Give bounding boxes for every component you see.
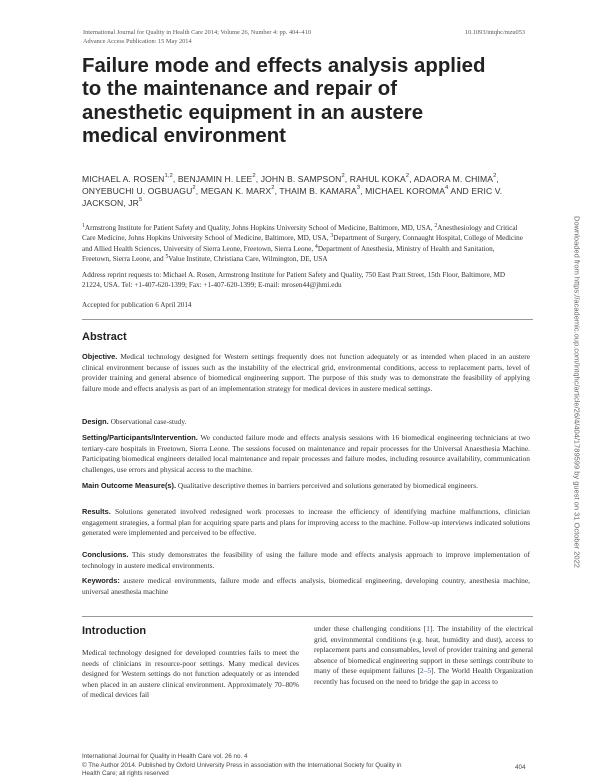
abstract-outcome — [82, 481, 530, 492]
author-separator: , — [255, 174, 261, 184]
author-name: MEGAN K. MARX — [200, 186, 272, 197]
intro-text: ]. The instability of the electrical grid, environmental conditions (e.g. heat, humidity and dust), access to replacement parts and consumables, level of provider training and general absence of biomedical engineering support in these settings contribute to many of these equipment failures [ — [314, 624, 533, 676]
author-affiliation-marker: 2 — [405, 173, 410, 179]
author-affiliation-marker: 3 — [356, 185, 361, 192]
keywords-label: Keywords: — [82, 576, 120, 585]
author-separator: , — [172, 174, 178, 184]
author-affiliation-marker: 2 — [493, 173, 497, 179]
author-name: JOHN B. SAMPSON — [260, 174, 342, 184]
abstract-setting — [82, 433, 530, 475]
affiliation-text: Armstrong Institute for Patient Safety and Quality, Johns Hopkins University School of Medicine, Baltimore, MD, USA, — [84, 224, 435, 232]
footer-copyright: © The Author 2014. Published by Oxford University Press in association with the International Society for Quality in Health Care; all rights reserved — [82, 761, 402, 778]
keywords-text: austere medical environments, failure mode and effects analysis, biomedical engineering, developing country, anesthesia machine, universal anesthesia machine — [82, 576, 530, 596]
intro-right-column — [314, 624, 533, 688]
author-separator: AND — [448, 186, 472, 197]
divider — [82, 319, 533, 320]
download-notice: Downloaded from https://academic.oup.com/intqhc/article/26/4/404/1789599 by guest on 31 October 2022 — [572, 216, 582, 568]
design-text: Observational case-study. — [110, 417, 187, 426]
affiliation-number: 1 — [82, 223, 85, 229]
outcome-label: Main Outcome Measure(s). — [82, 481, 177, 490]
abstract-objective — [82, 352, 530, 394]
abstract-results — [82, 507, 530, 539]
affiliation-text: Value Institute, Christiana Care, Wilmington, DE, USA — [168, 255, 328, 264]
results-label: Results. — [82, 507, 111, 516]
affiliation-number: 5 — [165, 254, 169, 261]
reprint-address: Address reprint requests to: Michael A. Rosen, Armstrong Institute for Patient Safety and Quality, 750 East Pratt Street, 15th Floor, Baltimore, MD 21224, USA. Tel: +1-407-620-1399; Fax: +1-407-620-1399; E-mail: mrosen44@jhmi.edu — [82, 271, 506, 290]
conclusions-label: Conclusions. — [82, 550, 129, 559]
citation-link[interactable]: 2–5 — [420, 666, 432, 676]
author-name: BENJAMIN H. LEE — [177, 174, 253, 184]
abstract-keywords — [82, 576, 530, 597]
intro-left-column: Medical technology designed for developed countries fails to meet the needs of clinicians in resource-poor settings. Many medical devices designed for Western settings do not function adequately or as intended when placed in an austere clinical environment. Approximately 70–80% of medical devices fail — [82, 648, 299, 700]
author-separator: , — [496, 174, 499, 184]
author-name: ADAORA M. CHIMA — [413, 174, 494, 184]
author-name: ERIC V. JACKSON, JR — [82, 186, 503, 209]
divider — [82, 616, 533, 617]
author-separator: , — [409, 174, 414, 184]
author-affiliation-marker: 1,2 — [164, 173, 173, 179]
author-affiliation-marker: 5 — [138, 197, 143, 204]
author-separator: , — [344, 174, 350, 184]
objective-label: Objective. — [82, 352, 118, 361]
author-list — [82, 173, 522, 210]
author-name: RAHUL KOKA — [349, 174, 406, 184]
author-name: ONYEBUCHI U. OGBUAGU — [82, 186, 193, 197]
author-affiliation-marker: 2 — [192, 185, 196, 192]
author-affiliation-marker: 2 — [341, 173, 345, 179]
author-name: THAIM B. KAMARA — [279, 186, 357, 197]
journal-header — [83, 29, 311, 46]
intro-text: ]. The World Health Organization recently has focused on the need to bridge the gap in access to — [314, 666, 533, 686]
affiliation-number: 3 — [330, 233, 334, 240]
author-name: MICHAEL A. ROSEN — [82, 174, 165, 184]
author-affiliation-marker: 2 — [271, 185, 275, 192]
design-label: Design. — [82, 417, 109, 426]
page-number: 404 — [515, 764, 526, 771]
article-title: Failure mode and effects analysis applied to the maintenance and repair of anesthetic equipment in an austere medical environment — [82, 55, 486, 148]
author-separator: , — [274, 186, 280, 197]
outcome-text: Qualitative descriptive themes in barriers perceived and solutions generated by biomedical engineers. — [177, 481, 478, 490]
setting-label: Setting/Participants/Intervention. — [82, 433, 198, 442]
affiliation-number: 2 — [434, 223, 438, 229]
accepted-date: Accepted for publication 6 April 2014 — [82, 301, 192, 309]
author-affiliation-marker: 4 — [445, 185, 449, 192]
author-affiliation-marker: 2 — [252, 173, 256, 179]
abstract-conclusions — [82, 550, 530, 571]
introduction-heading: Introduction — [82, 625, 147, 637]
footer-journal: International Journal for Quality in Health Care vol. 26 no. 4 — [82, 753, 248, 760]
affiliation-text: Department of Surgery, Connaught Hospital, College of Medicine and Allied Health Sciences, University of Sierra Leone, Freetown, Sierra Leone, — [82, 234, 523, 253]
abstract-design — [82, 417, 530, 428]
advance-access-date: Advance Access Publication: 15 May 2014 — [83, 37, 192, 45]
author-separator: , — [195, 186, 201, 197]
journal-citation: International Journal for Quality in Health Care 2014; Volume 26, Number 4: pp. 404–410 — [83, 29, 311, 36]
affiliation-text: Anesthesiology and Critical Care Medicine, Johns Hopkins University School of Medicine, Baltimore, MD, USA, — [82, 224, 518, 243]
affiliation-number: 4 — [314, 243, 318, 250]
affiliations — [82, 223, 523, 265]
objective-text: Medical technology designed for Western settings frequently does not function adequately or as intended when placed in an austere clinical environment because of issues such as the instability of the electrical grid, environmental conditions, access to replacement parts, level of provider training and general absence of biomedical engineering support. The purpose of this study was to demonstrate the feasibility of applying failure mode and effects analysis as part of an implementation strategy for medical devices in austere medical settings. — [82, 352, 530, 393]
affiliation-text: Department of Anesthesia, Ministry of Health and Sanitation, Freetown, Sierra Leone, and — [82, 244, 495, 264]
setting-text: We conducted failure mode and effects analysis sessions with 16 biomedical engineering technicians at two tertiary-care hospitals in Freetown, Sierra Leone. The sessions focused on maintenance and repair processes for the Universal Anaesthesia Machine. Participating biomedical engineers detailed local maintenance and repair processes and failure modes, including resource availability, communication challenges, use errors and physical access to the machine. — [82, 433, 530, 474]
abstract-heading: Abstract — [82, 331, 127, 343]
author-name: MICHAEL KOROMA — [365, 186, 446, 197]
results-text: Solutions generated involved redesigned work processes to increase the efficiency of identifying machine malfunctions, clinician engagement strategies, a formal plan for acquiring spare parts and plans for improving access to the machine. Follow-up interviews indicated solutions generated were implemented and perceived to be effective. — [82, 507, 530, 538]
doi[interactable]: 10.1093/intqhc/mzu053 — [465, 29, 525, 36]
author-separator: , — [360, 186, 366, 197]
intro-text: under these challenging conditions [ — [314, 624, 427, 633]
citation-link[interactable]: 1 — [426, 624, 430, 633]
conclusions-text: This study demonstrates the feasibility of using the failure mode and effects analysis approach to improve implementation of technology in austere medical environments. — [82, 550, 530, 570]
